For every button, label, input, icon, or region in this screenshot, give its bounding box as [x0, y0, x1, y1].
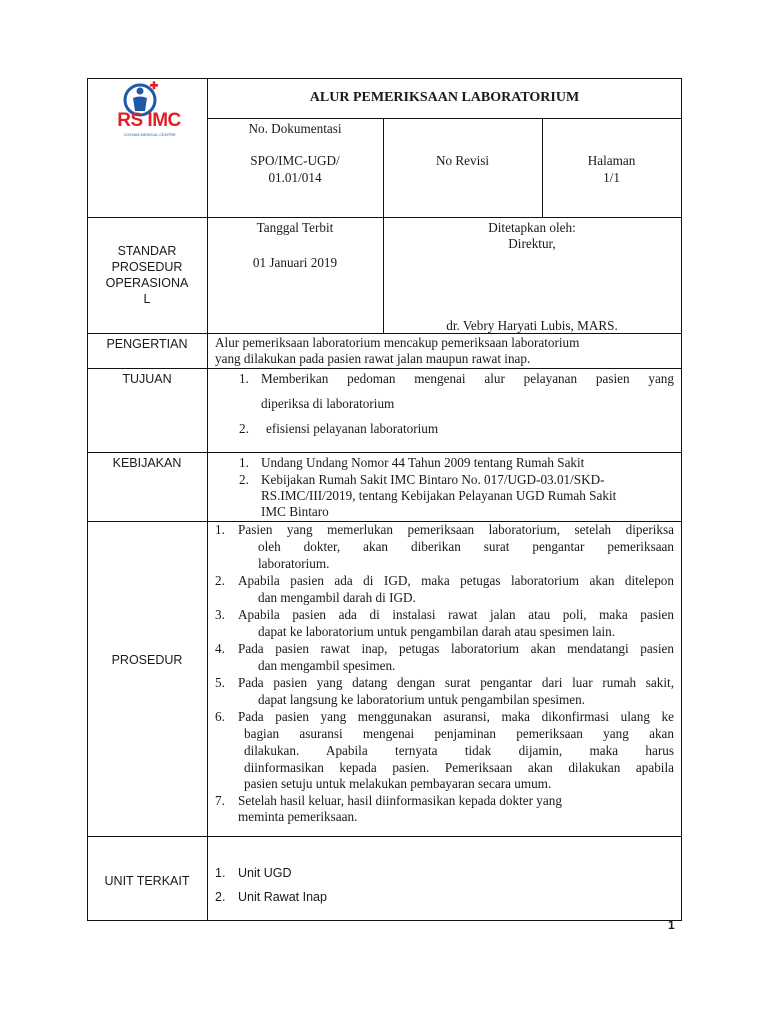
doc-number-label: No. Dokumentasi	[248, 121, 342, 136]
doc-number-line2: 01.01/014	[268, 170, 322, 185]
tujuan-item-1-line1: Memberikan pedoman mengenai alur pelayanan pasien yang	[261, 371, 674, 386]
sop-label-line4: L	[143, 292, 151, 306]
issue-date-label: Tanggal Terbit	[256, 220, 334, 235]
kebijakan-item-2-line2: RS.IMC/III/2019, tentang Kebijakan Pelayanan UGD Rumah Sakit	[261, 488, 617, 503]
prosedur-item-line: dilakukan. Apabila ternyata tidak dijamin, maka harus	[244, 743, 674, 758]
prosedur-item-line: Setelah hasil keluar, hasil diinformasikan kepada dokter yang	[238, 793, 562, 808]
logo-subtitle: ICHSAN MEDICAL CENTRE	[124, 132, 176, 137]
sop-label-line1: STANDAR	[117, 244, 177, 258]
kebijakan-item-1-number: 1.	[239, 455, 249, 470]
prosedur-item-line: dan mengambil darah di IGD.	[258, 590, 416, 605]
pengertian-label: PENGERTIAN	[106, 337, 188, 351]
prosedur-item-number: 4.	[215, 641, 225, 656]
prosedur-item-line: Pada pasien yang datang dengan surat pengantar dari luar rumah sakit,	[238, 675, 674, 690]
kebijakan-label: KEBIJAKAN	[112, 456, 182, 470]
prosedur-item-line: meminta pemeriksaan.	[238, 809, 358, 824]
sop-label-line3: OPERASIONA	[105, 276, 189, 290]
row-line-pengertian	[87, 368, 682, 369]
page-number: 1	[668, 918, 675, 932]
kebijakan-item-2-line3: IMC Bintaro	[261, 504, 329, 519]
prosedur-item-number: 3.	[215, 607, 225, 622]
kebijakan-item-2-line1: Kebijakan Rumah Sakit IMC Bintaro No. 017/UGD-03.01/SKD-	[261, 472, 605, 487]
prosedur-item-line: dan mengambil spesimen.	[258, 658, 396, 673]
prosedur-item-line: bagian asuransi mengenai penjaminan pemeriksaan yang akan	[244, 726, 674, 741]
prosedur-item-number: 6.	[215, 709, 225, 724]
tujuan-item-1-number: 1.	[239, 371, 249, 386]
prosedur-item-line: dapat ke laboratorium untuk pengambilan darah atau spesimen lain.	[258, 624, 616, 639]
issue-date-value: 01 Januari 2019	[252, 255, 338, 270]
prosedur-item-line: diinformasikan kepada pasien. Pemeriksaan akan dilakukan apabila	[244, 760, 674, 775]
col-line-left	[87, 78, 88, 921]
doc-number-line1: SPO/IMC-UGD/	[250, 153, 340, 168]
logo-text: RS IMC	[117, 110, 181, 131]
signer-name: dr. Vebry Haryati Lubis, MARS.	[446, 318, 618, 333]
col-line-right	[681, 78, 682, 921]
prosedur-item-number: 2.	[215, 573, 225, 588]
prosedur-item-number: 5.	[215, 675, 225, 690]
tujuan-item-2-number: 2.	[239, 421, 249, 436]
prosedur-item-number: 1.	[215, 522, 225, 537]
revision-label: No Revisi	[435, 153, 490, 168]
unit-item-2-number: 2.	[215, 890, 226, 904]
unit-item-2: Unit Rawat Inap	[238, 890, 327, 904]
row-line-top	[87, 78, 682, 79]
prosedur-item-line: laboratorium.	[258, 556, 330, 571]
hospital-logo	[108, 80, 188, 148]
row-line-prosedur	[87, 836, 682, 837]
approved-by-label: Ditetapkan oleh:	[488, 220, 576, 235]
prosedur-item-number: 7.	[215, 793, 225, 808]
tujuan-label: TUJUAN	[122, 372, 172, 386]
kebijakan-item-2-number: 2.	[239, 472, 249, 487]
pengertian-text-line2: yang dilakukan pada pasien rawat jalan maupun rawat inap.	[215, 351, 531, 366]
prosedur-item-line: Apabila pasien ada di instalasi rawat jalan atau poli, maka pasien	[238, 607, 674, 622]
document-title: ALUR PEMERIKSAAN LABORATORIUM	[309, 90, 580, 105]
prosedur-item-line: oleh dokter, akan diberikan surat pengantar pemeriksaan	[258, 539, 674, 554]
prosedur-item-line: pasien setuju untuk melakukan pembayaran secara umum.	[244, 776, 552, 791]
director-label: Direktur,	[508, 236, 556, 251]
sop-label-line2: PROSEDUR	[111, 260, 183, 274]
page-label: Halaman	[587, 153, 636, 168]
prosedur-item-line: Pasien yang memerlukan pemeriksaan laboratorium, setelah diperiksa	[238, 522, 674, 537]
unit-item-1-number: 1.	[215, 866, 226, 880]
pengertian-text-line1: Alur pemeriksaan laboratorium mencakup pemeriksaan laboratorium	[215, 335, 580, 350]
tujuan-item-1-line2: diperiksa di laboratorium	[261, 396, 395, 411]
prosedur-label: PROSEDUR	[111, 653, 183, 667]
row-line-bottom	[87, 920, 682, 921]
prosedur-item-line: Apabila pasien ada di IGD, maka petugas laboratorium akan ditelepon	[238, 573, 674, 588]
kebijakan-item-1-line1: Undang Undang Nomor 44 Tahun 2009 tentang Rumah Sakit	[261, 455, 585, 470]
prosedur-item-line: dapat langsung ke laboratorium untuk pengambilan spesimen.	[258, 692, 586, 707]
row-line-header	[87, 217, 682, 218]
tujuan-item-2-line1: efisiensi pelayanan laboratorium	[266, 421, 439, 436]
page-value: 1/1	[603, 170, 620, 185]
prosedur-item-line: Pada pasien rawat inap, petugas laboratorium akan mendatangi pasien	[238, 641, 674, 656]
row-line-title	[207, 118, 682, 119]
prosedur-item-line: Pada pasien yang menggunakan asuransi, maka dikonfirmasi ulang ke	[238, 709, 674, 724]
unit-item-1: Unit UGD	[238, 866, 292, 880]
unit-terkait-label: UNIT TERKAIT	[104, 874, 190, 888]
row-line-tujuan	[87, 452, 682, 453]
col-line-label	[207, 78, 208, 921]
